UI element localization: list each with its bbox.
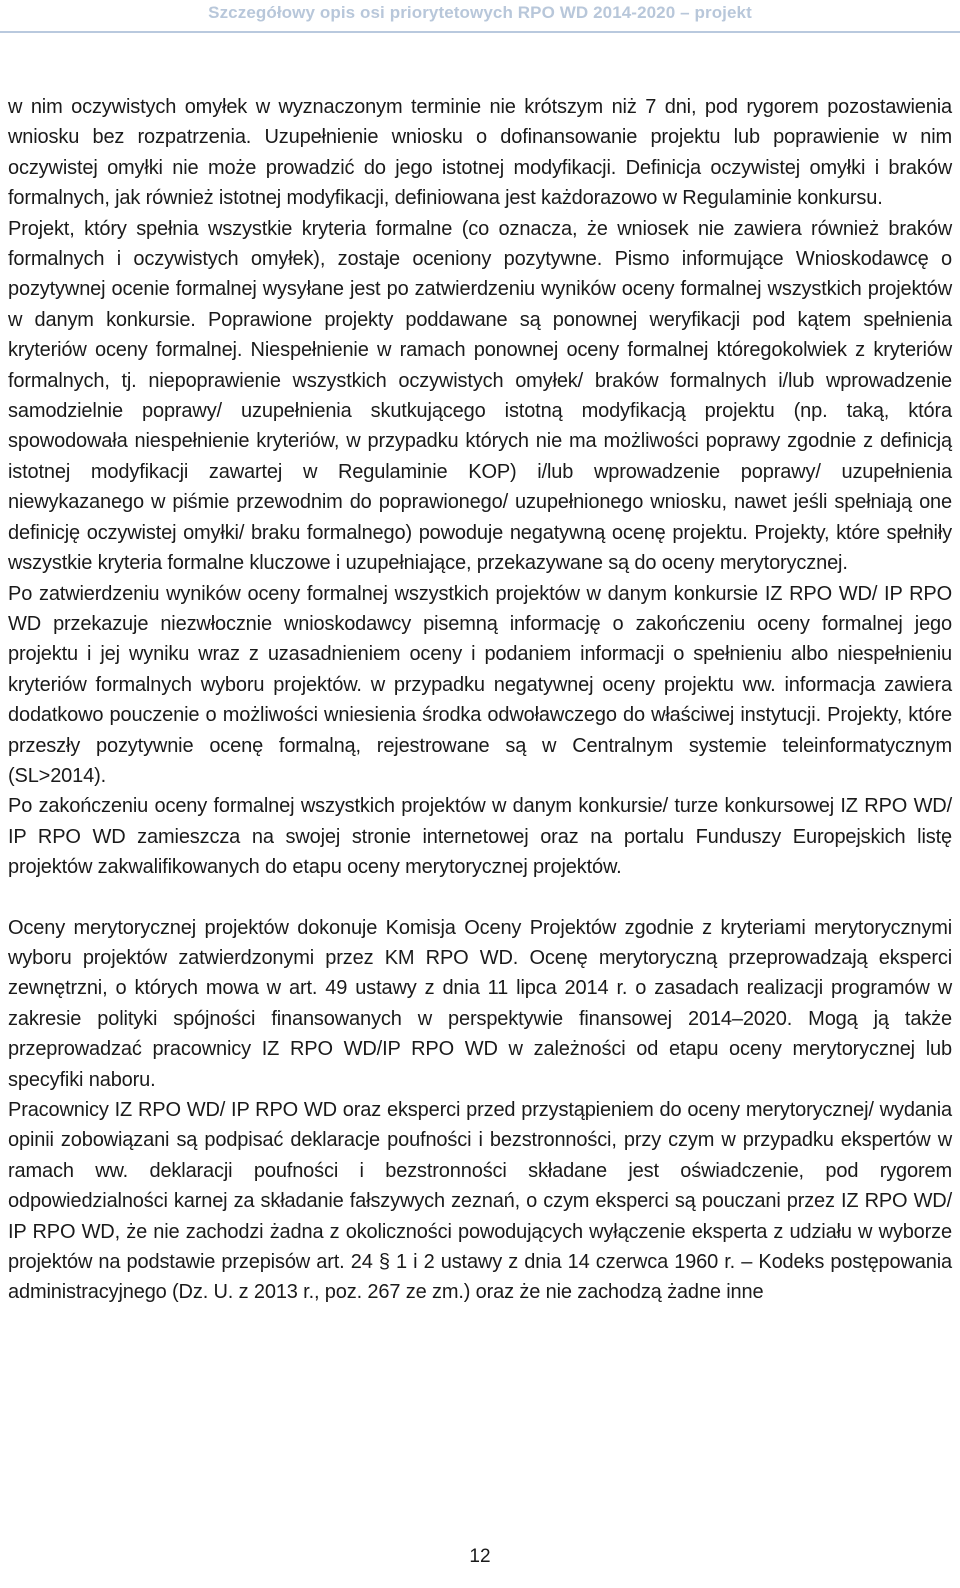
page-number: 12 — [469, 1546, 491, 1567]
paragraph-2: Projekt, który spełnia wszystkie kryteria formalne (co oznacza, że wniosek nie zawiera również braków formalnych i oczywistych omyłek), zostaje oceniony pozytywne. Pismo informujące Wnioskodawcę o pozytywnej ocenie formalnej wysyłane jest po zatwierdzeniu wyników oceny formalnej wszystkich projektów w danym konkursie. Poprawione projekty poddawane są ponownej weryfikacji pod kątem spełnienia kryteriów oceny formalnej. Niespełnienie w ramach ponownej oceny formalnej któregokolwiek z kryteriów formalnych, tj. niepoprawienie wszystkich oczywistych omyłek/ braków formalnych i/lub wprowadzenie samodzielnie poprawy/ uzupełnienia skutkującego istotną modyfikacją projektu (np. taką, która spowodowała niespełnienie kryteriów, w przypadku których nie ma możliwości poprawy zgodnie z definicją istotnej modyfikacji zawartej w Regulaminie KOP) i/lub wprowadzenie poprawy/ uzupełnienia niewykazanego w piśmie przewodnim do poprawionego/ uzupełnionego wniosku, nawet jeśli spełniają one definicję oczywistej omyłki/ braku formalnego) powoduje negatywną ocenę projektu. Projekty, które spełniły wszystkie kryteria formalne kluczowe i uzupełniające, przekazywane są do oceny merytorycznej. — [8, 217, 952, 575]
page-header-title: Szczegółowy opis osi priorytetowych RPO WD 2014-2020 – projekt — [208, 3, 752, 22]
paragraph-4: Po zakończeniu oceny formalnej wszystkich projektów w danym konkursie/ turze konkursowej IZ RPO WD/ IP RPO WD zamieszcza na swojej stronie internetowej oraz na portalu Funduszy Europejskich listę projektów zakwalifikowanych do etapu oceny merytorycznej projektów. — [8, 795, 952, 879]
header-divider — [0, 31, 960, 33]
paragraph-spacer — [8, 883, 952, 913]
paragraph-1: w nim oczywistych omyłek w wyznaczonym terminie nie krótszym niż 7 dni, pod rygorem pozostawienia wniosku bez rozpatrzenia. Uzupełnienie wniosku o dofinansowanie projektu lub poprawienie w nim oczywistej omyłki nie może prowadzić do jego istotnej modyfikacji. Definicja oczywistej omyłki i braków formalnych, jak również istotnej modyfikacji, definiowana jest każdorazowo w Regulaminie konkursu. — [8, 96, 952, 210]
paragraph-3: Po zatwierdzeniu wyników oceny formalnej wszystkich projektów w danym konkursie IZ RPO WD/ IP RPO WD przekazuje niezwłocznie wnioskodawcy pisemną informację o zakończeniu oceny formalnej jego projektu i jej wyniku wraz z uzasadnieniem oceny i podaniem informacji o spełnieniu albo niespełnieniu kryteriów formalnych wyboru projektów. w przypadku negatywnej oceny projektu ww. informacja zawiera dodatkowo pouczenie o możliwości wniesienia środka odwoławczego do właściwej instytucji. Projekty, które przeszły pozytywnie ocenę formalną, rejestrowane są w Centralnym systemie teleinformatycznym (SL>2014). — [8, 582, 952, 787]
paragraph-5: Oceny merytorycznej projektów dokonuje Komisja Oceny Projektów zgodnie z kryteriami merytorycznymi wyboru projektów zatwierdzonymi przez KM RPO WD. Ocenę merytoryczną przeprowadzają eksperci zewnętrzni, o których mowa w art. 49 ustawy z dnia 11 lipca 2014 r. o zasadach realizacji programów w zakresie polityki spójności finansowanych w perspektywie finansowej 2014–2020. Mogą ją także przeprowadzać pracownicy IZ RPO WD/IP RPO WD w zależności od etapu oceny merytorycznej lub specyfiki naboru. — [8, 916, 952, 1091]
paragraph-6: Pracownicy IZ RPO WD/ IP RPO WD oraz eksperci przed przystąpieniem do oceny merytorycznej/ wydania opinii zobowiązani są podpisać deklaracje poufności i bezstronności, przy czym w przypadku ekspertów w ramach ww. deklaracji poufności i bezstronności składane jest oświadczenie, pod rygorem odpowiedzialności karnej za składanie fałszywych zeznań, o czym eksperci są pouczani przez IZ RPO WD/ IP RPO WD, że nie zachodzi żadna z okoliczności powodujących wyłączenie eksperta z udziału w wyborze projektów na podstawie przepisów art. 24 § 1 i 2 ustawy z dnia 14 czerwca 1960 r. – Kodeks postępowania administracyjnego (Dz. U. z 2013 r., poz. 267 ze zm.) oraz że nie zachodzą żadne inne — [8, 1099, 952, 1304]
document-body — [8, 92, 952, 1308]
